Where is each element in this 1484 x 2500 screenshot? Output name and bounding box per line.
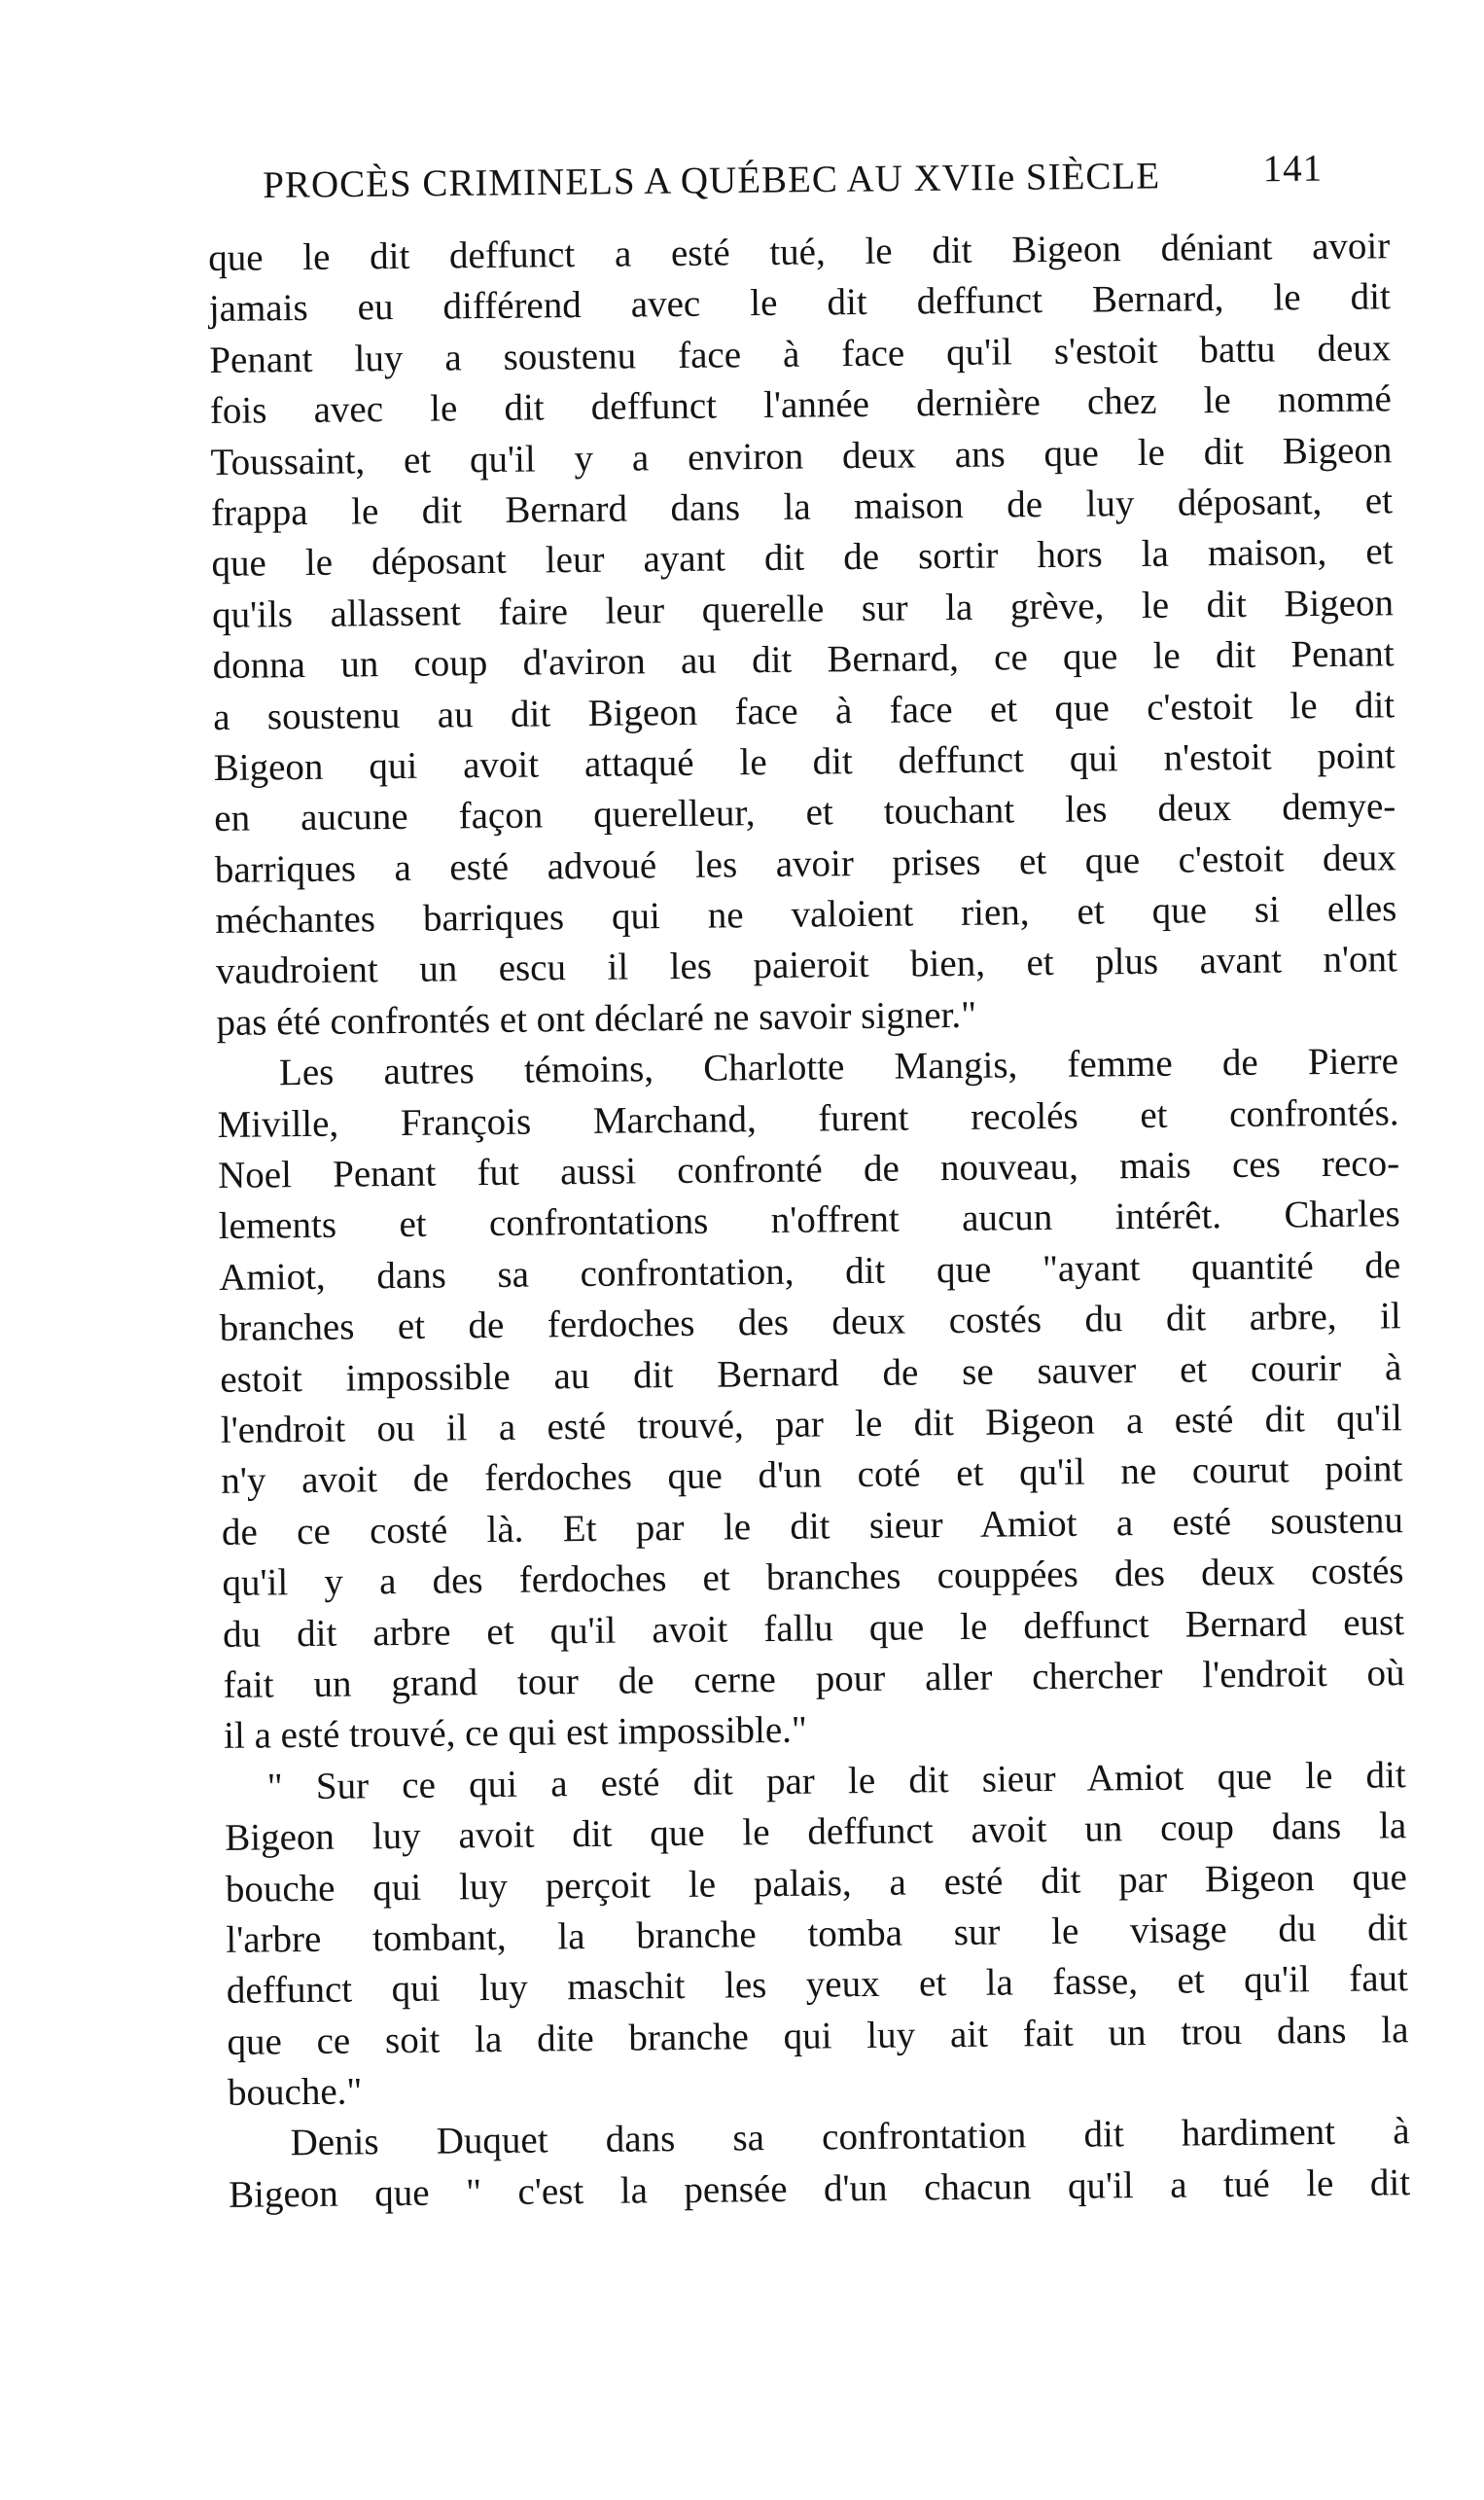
text-line: il a esté trouvé, ce qui est impossible." xyxy=(223,1708,808,1758)
text-line: frappa le dit Bernard dans la maison de luy déposant, et xyxy=(210,480,1394,534)
text-line: Denis Duquet dans sa confrontation dit hardiment à xyxy=(290,2110,1410,2164)
text-line: du dit arbre et qu'il avoit fallu que le deffunct Bernard eust xyxy=(222,1600,1405,1656)
text-line: bouche." xyxy=(227,2070,363,2114)
text-line: de ce costé là. Et par le dit sieur Amiot a esté soustenu xyxy=(221,1498,1404,1554)
paragraph xyxy=(208,221,1398,1049)
text-line: que le dit deffunct a esté tué, le dit Bigeon déniant avoir xyxy=(208,225,1391,279)
text-line: Toussaint, et qu'il y a environ deux ans que le dit Bigeon xyxy=(210,428,1393,483)
text-line: méchantes barriques qui ne valoient rien, et que si elles xyxy=(215,887,1397,943)
text-line: vaudroient un escu il les paieroit bien, et plus avant n'ont xyxy=(215,938,1398,993)
text-line: donna un coup d'aviron au dit Bernard, ce que le dit Penant xyxy=(212,632,1395,688)
text-line: bouche qui luy perçoit le palais, a esté dit par Bigeon que xyxy=(225,1855,1407,1911)
text-line: Bigeon qui avoit attaqué le dit deffunct qui n'estoit point xyxy=(213,734,1396,789)
text-line: a soustenu au dit Bigeon face à face et que c'estoit le dit xyxy=(212,683,1396,738)
paragraph xyxy=(217,1036,1406,1762)
text-line: Bigeon luy avoit dit que le deffunct avoit un coup dans la xyxy=(225,1804,1407,1860)
text-line: Penant luy a soustenu face à face qu'il s'estoit battu deux xyxy=(209,327,1392,381)
text-line: l'arbre tombant, la branche tomba sur le visage du dit xyxy=(226,1907,1408,1961)
text-line: que le déposant leur ayant dit de sortir hors la maison, et xyxy=(211,530,1394,586)
text-line: Amiot, dans sa confrontation, dit que "ayant quantité de xyxy=(219,1244,1401,1299)
text-line: " Sur ce qui a esté dit par le dit sieur Amiot que le dit xyxy=(266,1753,1406,1808)
text-line: Les autres témoins, Charlotte Mangis, femme de Pierre xyxy=(278,1040,1399,1094)
text-line: qu'il y a des ferdoches et branches couppées des deux costés xyxy=(222,1550,1404,1605)
text-line: jamais eu différend avec le dit deffunct Bernard, le dit xyxy=(208,275,1391,331)
text-line: branches et de ferdoches des deux costés du dit arbre, il xyxy=(219,1295,1401,1350)
page-number: 141 xyxy=(1262,147,1324,191)
text-line: qu'ils allassent faire leur querelle sur la grève, le dit Bigeon xyxy=(211,581,1395,636)
text-line: n'y avoit de ferdoches que d'un coté et qu'il ne courut point xyxy=(221,1447,1403,1503)
text-line: fois avec le dit deffunct l'année dernière chez le nommé xyxy=(209,377,1393,433)
text-line: pas été confrontés et ont déclaré ne savoir signer." xyxy=(216,993,977,1044)
text-line: Noel Penant fut aussi confronté de nouveau, mais ces reco- xyxy=(217,1142,1400,1196)
body-text xyxy=(208,221,1410,2221)
text-line: Bigeon que " c'est la pensée d'un chacun qu'il a tué le dit xyxy=(228,2161,1411,2216)
running-head-title: PROCÈS CRIMINELS A QUÉBEC AU XVIIe SIÈCLE xyxy=(263,155,1161,206)
text-line: estoit impossible au dit Bernard de se sauver et courir à xyxy=(220,1345,1402,1401)
paragraph xyxy=(224,1750,1409,2119)
text-line: que ce soit la dite branche qui luy ait fait un trou dans la xyxy=(227,2008,1409,2063)
paragraph xyxy=(228,2107,1410,2221)
text-line: lements et confrontations n'offrent aucun intérêt. Charles xyxy=(218,1193,1400,1248)
text-line: l'endroit ou il a esté trouvé, par le dit Bigeon a esté dit qu'il xyxy=(220,1397,1403,1451)
text-line: barriques a esté advoué les avoir prises et que c'estoit deux xyxy=(214,836,1397,891)
text-line: Miville, François Marchand, furent recolés et confrontés. xyxy=(217,1090,1399,1146)
running-head xyxy=(263,147,1324,222)
text-line: fait un grand tour de cerne pour aller chercher l'endroit où xyxy=(223,1652,1405,1706)
text-line: en aucune façon querelleur, et touchant les deux demye- xyxy=(214,785,1396,840)
text-line: deffunct qui luy maschit les yeux et la fasse, et qu'il faut xyxy=(226,1957,1409,2013)
